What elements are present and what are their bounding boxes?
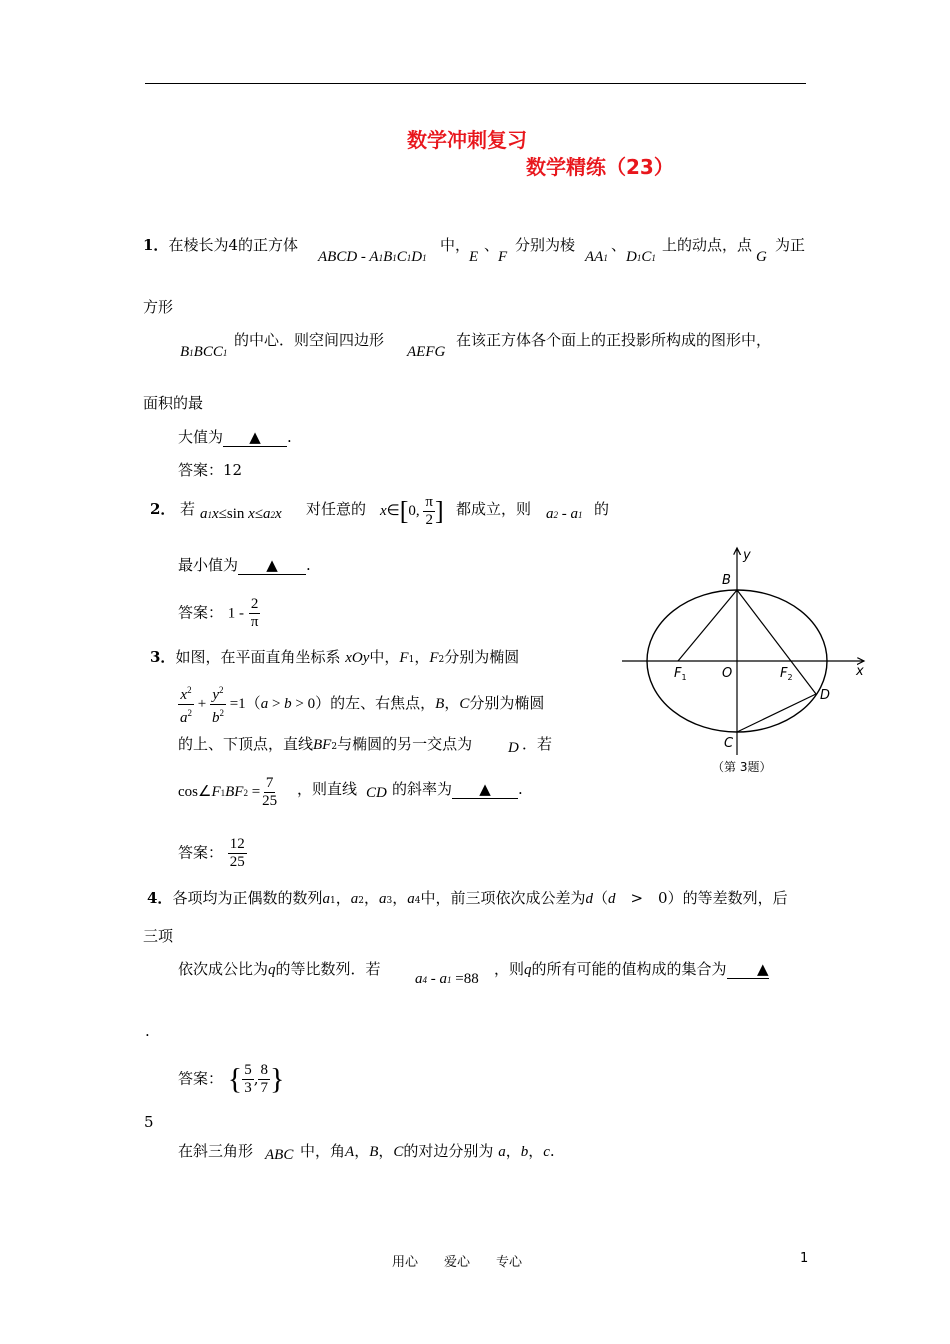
segment-bf1	[678, 590, 737, 661]
segment-bd	[737, 590, 816, 694]
quad-aefg: AEFG	[407, 344, 446, 360]
question-4-number: 4．	[147, 889, 173, 907]
page-number: 1	[800, 1251, 809, 1266]
answer-blank: ▲	[727, 960, 769, 979]
q1-text-zhong: 中，	[440, 236, 471, 254]
answer-blank: ▲	[238, 556, 306, 575]
question-5-line-1b: 中，角A，B，C的对边分别为 a，b，c.	[300, 1142, 555, 1160]
question-1-blank-line: 大值为 ▲ .	[178, 428, 292, 446]
point-g: G	[756, 249, 767, 265]
question-3-line-1: 3．如图，在平面直角坐标系 xOy中，F1，F2分别为椭圆	[150, 648, 520, 666]
label-f1: $F_1$	[674, 666, 687, 682]
segment-cd	[737, 694, 816, 732]
point-e: E	[469, 249, 479, 265]
interval-condition: x∈[0, $\frac{\pi}{2}$ ]	[380, 494, 444, 528]
question-4-line-3b: ，则q的所有可能的值构成的集合为 ▲	[494, 960, 769, 978]
question-3-blank-line: 的斜率为 ▲ .	[392, 780, 523, 798]
question-3-line-3: 的上、下顶点，直线BF2与椭圆的另一交点为	[178, 735, 473, 753]
ellipse-equation: $\frac{x^2}{a^2}$ + $\frac{y^2}{b^2}$ =1（a > b > 0）的左、右焦点，B，C分别为椭圆	[178, 682, 544, 727]
y-axis-label: y	[743, 548, 751, 563]
inequality: a1x≤sin x≤a2x	[200, 506, 282, 522]
page-title: 数学冲刺复习	[407, 128, 527, 152]
figure-caption: （第 3题）	[712, 760, 772, 774]
question-3-answer: 答案： $\frac{12}{25}$	[178, 836, 245, 870]
question-1-answer: 答案：12	[178, 461, 243, 479]
question-3-number: 3．	[150, 648, 176, 666]
label-f2: $F_2$	[780, 666, 793, 682]
question-5-line-1: 在斜三角形	[178, 1142, 254, 1160]
edge-d1c1: D1C1	[626, 249, 656, 265]
label-c: C	[724, 736, 734, 751]
a4-minus-a1: a4 - a1 =88	[415, 971, 479, 987]
question-4-line-3: 依次成公比为q的等比数列．若	[178, 960, 381, 978]
triangle-abc: ABC	[265, 1147, 294, 1163]
cosine-condition: cos∠F1BF2 = $\frac{7}{25}$	[178, 775, 278, 809]
cube-label: ABCD - A1B1C1D1	[318, 249, 427, 265]
point-f: F	[498, 249, 508, 265]
question-1-line-1: 1．在棱长为4的正方体	[143, 236, 299, 254]
label-b: B	[722, 573, 731, 588]
question-2-blank-line: 最小值为 ▲ .	[178, 556, 311, 574]
answer-blank: ▲	[223, 428, 287, 447]
label-d: D	[820, 688, 831, 703]
question-2-line-1	[150, 500, 175, 518]
label-o: O	[722, 666, 733, 681]
face-b1bcc1: B1BCC1	[180, 344, 228, 360]
edge-aa1: AA1	[585, 249, 608, 265]
question-2-answer: 答案： 1 - $\frac{2}{\pi}$	[178, 596, 259, 630]
question-1-line-2: 方形	[143, 298, 174, 316]
question-4-answer: 答案： { $\frac{5}{3}$ , $\frac{8}{7}$ }	[178, 1062, 285, 1096]
question-1-number: 1．	[143, 236, 169, 254]
question-5-number: 5	[144, 1113, 154, 1131]
question-2-number: 2．	[150, 500, 176, 518]
question-4-line-1: 4．各项均为正偶数的数列a1，a2，a3，a4中，前三项依次成公差为d（d > 0）的等差数列，后	[147, 889, 788, 907]
footer-slogan: 用心 爱心 专心	[392, 1255, 523, 1270]
answer-blank: ▲	[452, 780, 518, 799]
x-axis-label: x	[856, 664, 864, 679]
ellipse-figure	[620, 540, 880, 780]
header-rule	[145, 83, 806, 84]
line-cd: CD	[366, 785, 387, 801]
page-subtitle: 数学精练（23）	[526, 155, 674, 179]
point-d: D	[508, 740, 519, 756]
a2-minus-a1: a2 - a1	[546, 506, 583, 522]
